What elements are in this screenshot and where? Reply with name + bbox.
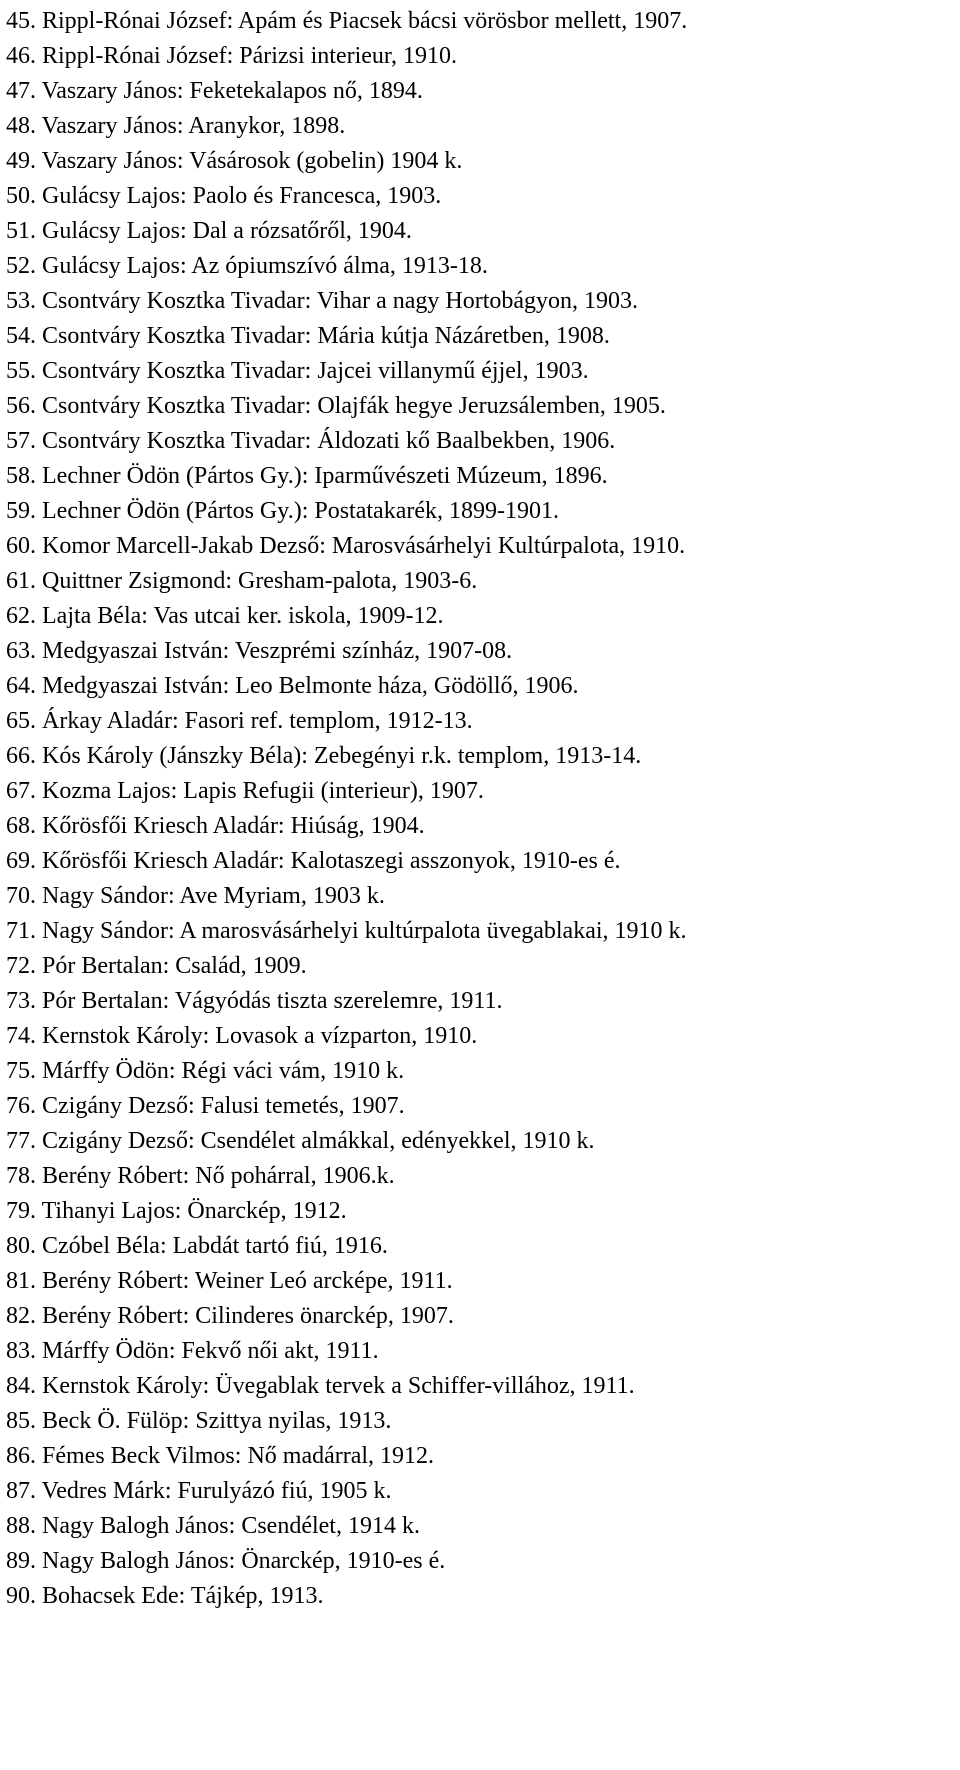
list-item	[6, 39, 960, 74]
item-number: 66.	[6, 743, 36, 769]
item-text: Kós Károly (Jánszky Béla): Zebegényi r.k. templom, 1913-14.	[42, 743, 642, 769]
item-text: Czigány Dezső: Csendélet almákkal, edényekkel, 1910 k.	[42, 1128, 595, 1154]
item-number: 86.	[6, 1443, 36, 1469]
list-item	[6, 424, 960, 459]
item-text: Gulácsy Lajos: Dal a rózsatőről, 1904.	[42, 218, 412, 244]
list-item	[6, 669, 960, 704]
list-item	[6, 1264, 960, 1299]
list-item	[6, 1404, 960, 1439]
list-item	[6, 74, 960, 109]
item-text: Nagy Balogh János: Csendélet, 1914 k.	[42, 1513, 420, 1539]
list-item	[6, 739, 960, 774]
list-item	[6, 1229, 960, 1264]
item-number: 87.	[6, 1478, 36, 1504]
item-text: Kernstok Károly: Üvegablak tervek a Schiffer-villához, 1911.	[42, 1373, 635, 1399]
item-number: 56.	[6, 393, 36, 419]
item-text: Nagy Sándor: Ave Myriam, 1903 k.	[42, 883, 385, 909]
item-number: 59.	[6, 498, 36, 524]
item-text: Berény Róbert: Weiner Leó arcképe, 1911.	[42, 1268, 453, 1294]
item-number: 76.	[6, 1093, 36, 1119]
list-item	[6, 984, 960, 1019]
item-text: Csontváry Kosztka Tivadar: Áldozati kő Baalbekben, 1906.	[42, 428, 616, 454]
list-item	[6, 1159, 960, 1194]
item-number: 61.	[6, 568, 36, 594]
list-item	[6, 284, 960, 319]
item-text: Vaszary János: Aranykor, 1898.	[41, 113, 346, 139]
list-item	[6, 1334, 960, 1369]
item-text: Czigány Dezső: Falusi temetés, 1907.	[42, 1093, 405, 1119]
item-number: 79.	[6, 1198, 36, 1224]
item-number: 64.	[6, 673, 36, 699]
item-text: Lajta Béla: Vas utcai ker. iskola, 1909-12.	[42, 603, 444, 629]
item-text: Márffy Ödön: Régi váci vám, 1910 k.	[42, 1058, 405, 1084]
item-number: 84.	[6, 1373, 36, 1399]
item-text: Rippl-Rónai József: Apám és Piacsek bácsi vörösbor mellett, 1907.	[42, 8, 688, 34]
list-item	[6, 144, 960, 179]
item-number: 54.	[6, 323, 36, 349]
item-text: Árkay Aladár: Fasori ref. templom, 1912-13.	[42, 708, 473, 734]
item-number: 67.	[6, 778, 36, 804]
item-text: Medgyaszai István: Veszprémi színház, 1907-08.	[42, 638, 513, 664]
list-item	[6, 914, 960, 949]
item-number: 50.	[6, 183, 36, 209]
item-number: 85.	[6, 1408, 36, 1434]
item-number: 58.	[6, 463, 36, 489]
item-text: Csontváry Kosztka Tivadar: Mária kútja Názáretben, 1908.	[42, 323, 610, 349]
item-number: 72.	[6, 953, 36, 979]
item-number: 46.	[6, 43, 36, 69]
item-text: Nagy Balogh János: Önarckép, 1910-es é.	[42, 1548, 446, 1574]
list-item	[6, 459, 960, 494]
item-number: 81.	[6, 1268, 36, 1294]
list-item	[6, 354, 960, 389]
item-number: 60.	[6, 533, 36, 559]
artwork-list	[6, 4, 960, 1614]
item-text: Kernstok Károly: Lovasok a vízparton, 1910.	[42, 1023, 478, 1049]
item-text: Tihanyi Lajos: Önarckép, 1912.	[41, 1198, 347, 1224]
list-item	[6, 1124, 960, 1159]
list-item	[6, 389, 960, 424]
item-number: 51.	[6, 218, 36, 244]
item-text: Vedres Márk: Furulyázó fiú, 1905 k.	[41, 1478, 392, 1504]
list-item	[6, 529, 960, 564]
list-item	[6, 634, 960, 669]
item-text: Csontváry Kosztka Tivadar: Jajcei villanymű éjjel, 1903.	[42, 358, 589, 384]
item-number: 83.	[6, 1338, 36, 1364]
item-text: Bohacsek Ede: Tájkép, 1913.	[42, 1583, 324, 1609]
item-number: 45.	[6, 8, 36, 34]
list-item	[6, 809, 960, 844]
item-text: Berény Róbert: Cilinderes önarckép, 1907.	[42, 1303, 454, 1329]
list-item	[6, 1369, 960, 1404]
item-text: Csontváry Kosztka Tivadar: Vihar a nagy Hortobágyon, 1903.	[42, 288, 639, 314]
list-item	[6, 214, 960, 249]
list-item	[6, 704, 960, 739]
item-text: Rippl-Rónai József: Párizsi interieur, 1910.	[42, 43, 457, 69]
item-text: Gulácsy Lajos: Paolo és Francesca, 1903.	[42, 183, 442, 209]
item-number: 80.	[6, 1233, 36, 1259]
list-item	[6, 1019, 960, 1054]
item-text: Quittner Zsigmond: Gresham-palota, 1903-6.	[42, 568, 478, 594]
item-text: Beck Ö. Fülöp: Szittya nyilas, 1913.	[42, 1408, 392, 1434]
item-number: 69.	[6, 848, 36, 874]
item-number: 71.	[6, 918, 36, 944]
list-item	[6, 1439, 960, 1474]
list-item	[6, 599, 960, 634]
list-item	[6, 1509, 960, 1544]
item-number: 77.	[6, 1128, 36, 1154]
item-text: Kozma Lajos: Lapis Refugii (interieur), 1907.	[42, 778, 484, 804]
item-text: Czóbel Béla: Labdát tartó fiú, 1916.	[42, 1233, 388, 1259]
list-item	[6, 844, 960, 879]
list-item	[6, 179, 960, 214]
item-text: Kőrösfői Kriesch Aladár: Kalotaszegi asszonyok, 1910-es é.	[42, 848, 621, 874]
item-text: Fémes Beck Vilmos: Nő madárral, 1912.	[42, 1443, 435, 1469]
item-number: 70.	[6, 883, 36, 909]
list-item	[6, 1544, 960, 1579]
item-number: 73.	[6, 988, 36, 1014]
item-text: Kőrösfői Kriesch Aladár: Hiúság, 1904.	[42, 813, 425, 839]
item-number: 88.	[6, 1513, 36, 1539]
item-text: Nagy Sándor: A marosvásárhelyi kultúrpalota üvegablakai, 1910 k.	[42, 918, 687, 944]
list-item	[6, 319, 960, 354]
item-text: Lechner Ödön (Pártos Gy.): Iparművészeti Múzeum, 1896.	[42, 463, 608, 489]
item-text: Csontváry Kosztka Tivadar: Olajfák hegye Jeruzsálemben, 1905.	[42, 393, 666, 419]
item-number: 75.	[6, 1058, 36, 1084]
list-item	[6, 109, 960, 144]
item-text: Gulácsy Lajos: Az ópiumszívó álma, 1913-18.	[42, 253, 488, 279]
item-text: Medgyaszai István: Leo Belmonte háza, Gödöllő, 1906.	[42, 673, 579, 699]
item-number: 78.	[6, 1163, 36, 1189]
item-text: Pór Bertalan: Vágyódás tiszta szerelemre, 1911.	[42, 988, 503, 1014]
list-item	[6, 249, 960, 284]
item-number: 49.	[6, 148, 36, 174]
list-item	[6, 949, 960, 984]
list-item	[6, 4, 960, 39]
item-text: Komor Marcell-Jakab Dezső: Marosvásárhelyi Kultúrpalota, 1910.	[42, 533, 686, 559]
item-number: 55.	[6, 358, 36, 384]
item-text: Vaszary János: Feketekalapos nő, 1894.	[41, 78, 423, 104]
list-item	[6, 1054, 960, 1089]
item-number: 57.	[6, 428, 36, 454]
item-text: Pór Bertalan: Család, 1909.	[42, 953, 307, 979]
item-number: 82.	[6, 1303, 36, 1329]
list-item	[6, 1579, 960, 1614]
item-number: 62.	[6, 603, 36, 629]
item-text: Vaszary János: Vásárosok (gobelin) 1904 k.	[41, 148, 463, 174]
item-number: 48.	[6, 113, 36, 139]
item-number: 74.	[6, 1023, 36, 1049]
item-number: 53.	[6, 288, 36, 314]
item-text: Márffy Ödön: Fekvő női akt, 1911.	[42, 1338, 379, 1364]
list-item	[6, 774, 960, 809]
item-number: 63.	[6, 638, 36, 664]
item-number: 90.	[6, 1583, 36, 1609]
item-text: Lechner Ödön (Pártos Gy.): Postatakarék, 1899-1901.	[42, 498, 559, 524]
item-number: 89.	[6, 1548, 36, 1574]
list-item	[6, 1299, 960, 1334]
list-item	[6, 494, 960, 529]
item-number: 47.	[6, 78, 36, 104]
list-item	[6, 879, 960, 914]
item-number: 68.	[6, 813, 36, 839]
list-item	[6, 1194, 960, 1229]
list-item	[6, 1089, 960, 1124]
list-item	[6, 564, 960, 599]
item-number: 65.	[6, 708, 36, 734]
item-text: Berény Róbert: Nő pohárral, 1906.k.	[42, 1163, 395, 1189]
item-number: 52.	[6, 253, 36, 279]
list-item	[6, 1474, 960, 1509]
